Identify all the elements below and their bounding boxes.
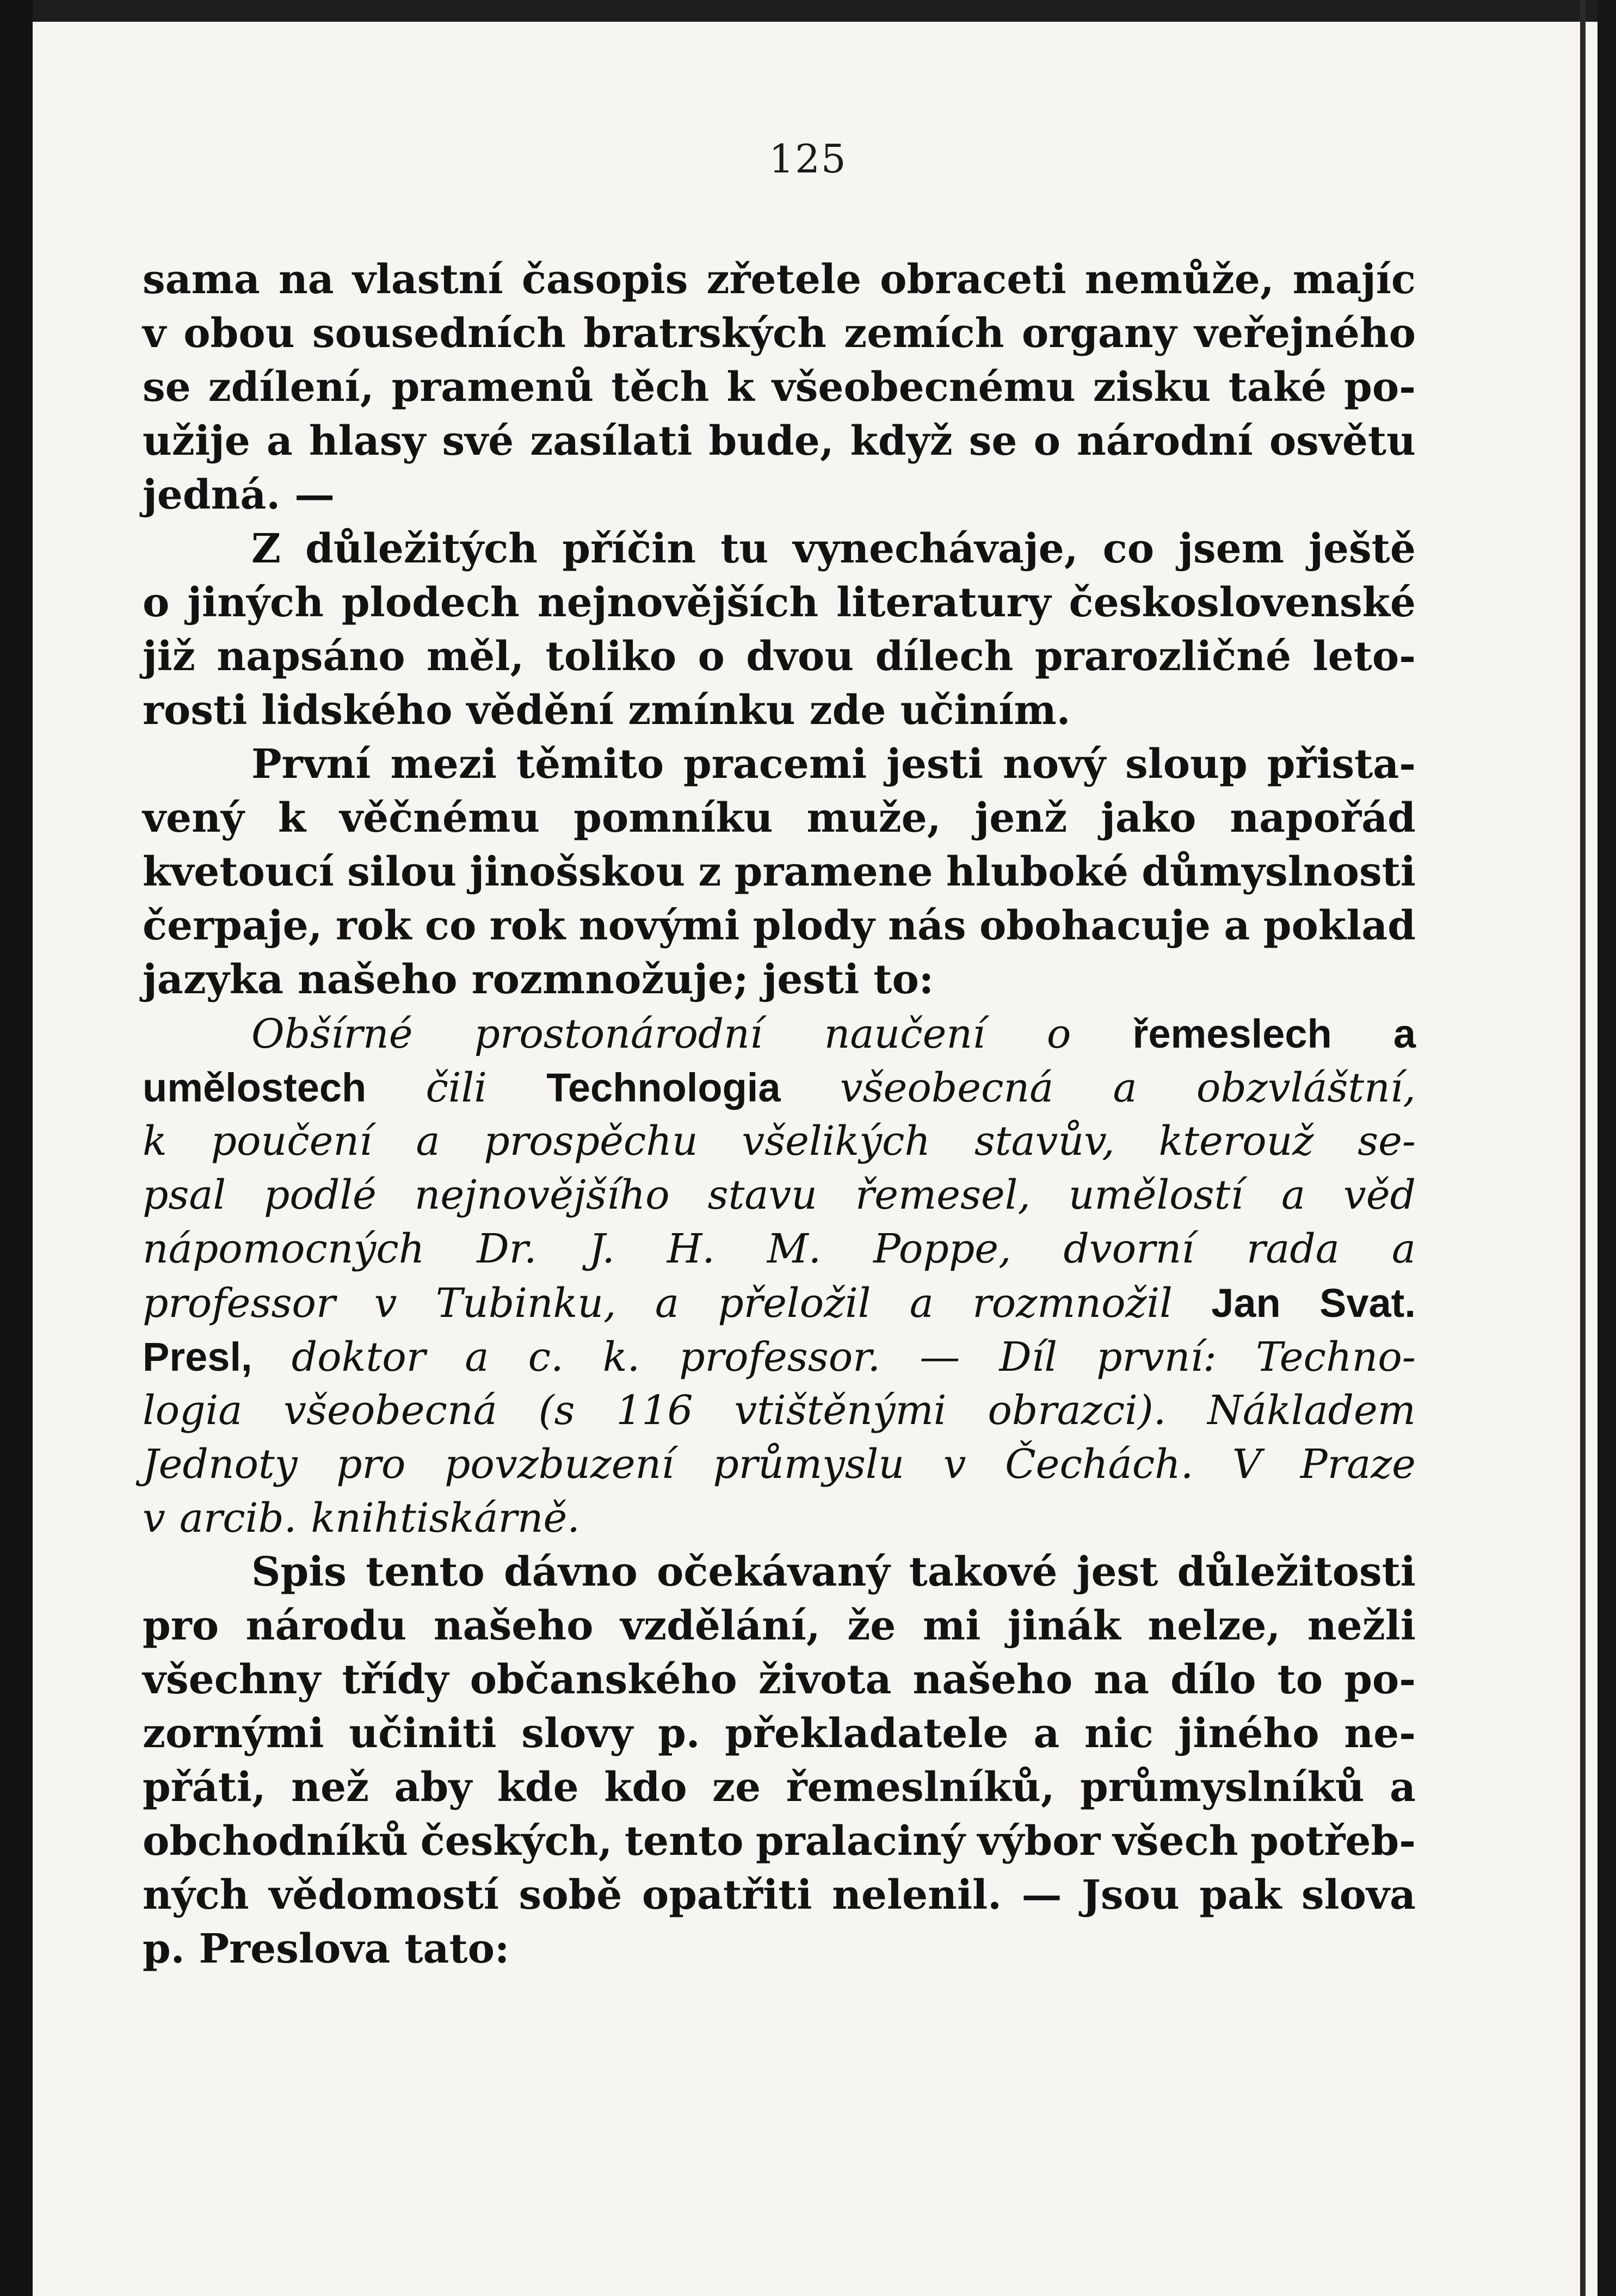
word: pro bbox=[143, 1602, 219, 1649]
word: dvou bbox=[746, 633, 854, 680]
word: rok bbox=[489, 902, 566, 949]
word: První bbox=[251, 741, 371, 788]
text-line bbox=[143, 253, 1416, 307]
word: obou bbox=[183, 310, 295, 357]
word: psal bbox=[143, 1172, 226, 1218]
word: po- bbox=[1344, 364, 1416, 411]
word: a bbox=[909, 1280, 934, 1327]
word: a bbox=[1033, 1710, 1060, 1757]
word: zmínku bbox=[628, 687, 795, 734]
text-line bbox=[143, 1761, 1416, 1815]
word: dvorní bbox=[1063, 1226, 1194, 1272]
word: průmyslu bbox=[713, 1441, 905, 1488]
word: dílech bbox=[875, 633, 1014, 680]
word: čerpaje, bbox=[143, 902, 323, 949]
word: národu bbox=[245, 1602, 407, 1649]
word: stavův, bbox=[974, 1118, 1115, 1165]
word: všechny bbox=[143, 1656, 321, 1703]
text-line bbox=[143, 845, 1416, 899]
word: professor. bbox=[679, 1334, 881, 1381]
text-line bbox=[143, 1007, 1416, 1061]
word: učiniti bbox=[349, 1710, 497, 1757]
word: rozmnožuje; bbox=[471, 956, 749, 1003]
scan-border-top bbox=[0, 0, 1616, 22]
word: zde bbox=[809, 687, 886, 734]
text-line bbox=[143, 576, 1416, 630]
word: nežli bbox=[1307, 1602, 1416, 1649]
word: a bbox=[416, 1118, 440, 1165]
word: se- bbox=[1358, 1118, 1416, 1165]
word: vědomostí bbox=[269, 1872, 499, 1919]
word: H. bbox=[667, 1226, 715, 1272]
word: očekávaný bbox=[657, 1549, 890, 1595]
word: obchodníků bbox=[143, 1818, 409, 1865]
word: rosti bbox=[143, 687, 248, 734]
word: důležitosti bbox=[1177, 1549, 1416, 1595]
word: nic bbox=[1084, 1710, 1154, 1757]
word: jest bbox=[1076, 1549, 1158, 1595]
word: obzvláštní, bbox=[1196, 1065, 1416, 1111]
word: tento bbox=[366, 1549, 485, 1595]
word: nás bbox=[888, 902, 966, 949]
word: poučení bbox=[211, 1118, 372, 1165]
word: o bbox=[1033, 418, 1060, 465]
word: pralaciný bbox=[756, 1818, 965, 1865]
text-line bbox=[143, 1815, 1416, 1868]
word: bude, bbox=[708, 418, 834, 465]
word: majíc bbox=[1292, 256, 1416, 303]
word: Díl bbox=[999, 1334, 1058, 1381]
word: M. bbox=[767, 1226, 822, 1272]
word: pak bbox=[1199, 1872, 1282, 1919]
text-line bbox=[143, 1222, 1416, 1276]
text-line bbox=[143, 899, 1416, 953]
word: Svat. bbox=[1319, 1280, 1416, 1326]
text-line bbox=[143, 791, 1416, 845]
word: řemesel, bbox=[855, 1172, 1031, 1218]
word: se bbox=[143, 364, 191, 411]
word: — bbox=[1021, 1872, 1062, 1919]
word: a bbox=[1391, 1226, 1416, 1272]
word: výbor bbox=[977, 1818, 1101, 1865]
word: v bbox=[943, 1441, 966, 1488]
word: sousedních bbox=[312, 310, 566, 357]
word: měl, bbox=[427, 633, 525, 680]
word: také bbox=[1228, 364, 1327, 411]
word: jsem bbox=[1179, 525, 1285, 572]
word: nelenil. bbox=[832, 1872, 1002, 1919]
body-text bbox=[143, 253, 1416, 1976]
word: a bbox=[465, 1334, 489, 1381]
text-line bbox=[143, 1599, 1416, 1653]
text-line bbox=[143, 1276, 1416, 1330]
word: na bbox=[278, 256, 334, 303]
word: takové bbox=[909, 1549, 1058, 1595]
word: Poppe, bbox=[873, 1226, 1011, 1272]
word: napořád bbox=[1230, 795, 1416, 841]
word: Jsou bbox=[1082, 1872, 1180, 1919]
word: všech bbox=[1112, 1818, 1238, 1865]
word: Technologia bbox=[546, 1065, 781, 1110]
word: českých, bbox=[420, 1818, 613, 1865]
word: jiného bbox=[1178, 1710, 1319, 1757]
word: mezi bbox=[390, 741, 497, 788]
word: (s bbox=[538, 1387, 575, 1434]
text-line bbox=[143, 630, 1416, 684]
word: zemích bbox=[844, 310, 1004, 357]
word: Nákladem bbox=[1207, 1387, 1416, 1434]
word: jinošskou bbox=[470, 849, 686, 895]
word: kvetoucí bbox=[143, 849, 334, 895]
word: literatury bbox=[836, 579, 1051, 626]
word: 116 bbox=[616, 1387, 693, 1434]
word: Čechách. bbox=[1005, 1441, 1194, 1488]
word: plody bbox=[753, 902, 875, 949]
text-line bbox=[143, 307, 1416, 361]
word: všeobecnému bbox=[772, 364, 1076, 411]
text-line bbox=[143, 414, 1416, 468]
word: jesti bbox=[886, 741, 984, 788]
word: co bbox=[424, 902, 477, 949]
word: p. bbox=[658, 1710, 700, 1757]
word: p. bbox=[143, 1926, 185, 1972]
word: c. bbox=[528, 1334, 564, 1381]
word: arcib. bbox=[179, 1495, 297, 1542]
word: života bbox=[758, 1656, 892, 1703]
word: knihtiskárně. bbox=[311, 1495, 580, 1542]
word: sama bbox=[143, 256, 260, 303]
word: k bbox=[277, 795, 306, 841]
word: logia bbox=[143, 1387, 243, 1434]
text-line bbox=[143, 1115, 1416, 1168]
word: zasílati bbox=[530, 418, 693, 465]
word: rok bbox=[335, 902, 412, 949]
word: Tubinku, bbox=[435, 1280, 616, 1327]
word: hlasy bbox=[309, 418, 426, 465]
word: již bbox=[143, 633, 195, 680]
word: veřejného bbox=[1194, 310, 1416, 357]
text-line bbox=[143, 1438, 1416, 1492]
word: pracemi bbox=[683, 741, 867, 788]
word: povzbuzení bbox=[445, 1441, 674, 1488]
text-line bbox=[143, 468, 1416, 522]
word: obohacuje bbox=[979, 902, 1211, 949]
word: těch bbox=[611, 364, 710, 411]
text-line bbox=[143, 1330, 1416, 1384]
word: k. bbox=[602, 1334, 640, 1381]
word: co bbox=[1102, 525, 1155, 572]
word: průmyslníků bbox=[1080, 1764, 1365, 1811]
word: pramene bbox=[734, 849, 933, 895]
word: nejnovějších bbox=[537, 579, 819, 626]
word: občanského bbox=[470, 1656, 737, 1703]
word: Spis bbox=[251, 1549, 347, 1595]
word: přáti, bbox=[143, 1764, 266, 1811]
word: že bbox=[847, 1602, 896, 1649]
word: umělostech bbox=[143, 1065, 367, 1110]
word: čili bbox=[425, 1065, 487, 1111]
word: jenž bbox=[974, 795, 1068, 841]
word: národní bbox=[1077, 418, 1253, 465]
word: vlastní bbox=[352, 256, 503, 303]
word: vtištěnými bbox=[734, 1387, 947, 1434]
word: nápomocných bbox=[143, 1226, 425, 1272]
text-line bbox=[143, 361, 1416, 414]
word: vynechávaje, bbox=[793, 525, 1078, 572]
word: řemeslníků, bbox=[786, 1764, 1055, 1811]
word: zdílení, bbox=[208, 364, 374, 411]
word: k bbox=[143, 1118, 167, 1165]
word: o bbox=[698, 633, 725, 680]
word: z bbox=[698, 849, 721, 895]
page-number: 125 bbox=[769, 136, 847, 182]
scan-border-right bbox=[1598, 0, 1616, 2296]
word: a bbox=[1390, 1764, 1416, 1811]
word: zřetele bbox=[706, 256, 862, 303]
word: když bbox=[850, 418, 953, 465]
word: a bbox=[1281, 1172, 1306, 1218]
word: nemůže, bbox=[1084, 256, 1274, 303]
word: obrazci). bbox=[988, 1387, 1167, 1434]
word: v bbox=[374, 1280, 397, 1327]
word: jinák bbox=[1007, 1602, 1121, 1649]
word: slovy bbox=[521, 1710, 633, 1757]
word: vědění bbox=[466, 687, 614, 734]
word: — bbox=[294, 472, 335, 518]
word: to: bbox=[873, 956, 934, 1003]
text-line bbox=[143, 1492, 1416, 1545]
text-line bbox=[143, 1168, 1416, 1222]
word: to bbox=[1277, 1656, 1323, 1703]
word: Dr. bbox=[477, 1226, 537, 1272]
word: vený bbox=[143, 795, 244, 841]
text-line bbox=[143, 738, 1416, 791]
word: naučení bbox=[824, 1011, 985, 1057]
word: časopis bbox=[521, 256, 688, 303]
word: Praze bbox=[1300, 1441, 1416, 1488]
word: a bbox=[1224, 902, 1250, 949]
word: kde bbox=[497, 1764, 579, 1811]
word: a bbox=[655, 1280, 680, 1327]
word: Presl, bbox=[143, 1334, 252, 1379]
word: prarozličné bbox=[1034, 633, 1292, 680]
text-line bbox=[143, 1061, 1416, 1115]
word: na bbox=[1094, 1656, 1150, 1703]
word: těmito bbox=[516, 741, 664, 788]
word: potřeb- bbox=[1250, 1818, 1416, 1865]
word: než bbox=[291, 1764, 369, 1811]
word: podlé bbox=[264, 1172, 377, 1218]
word: a bbox=[266, 418, 293, 465]
word: rozmnožil bbox=[972, 1280, 1173, 1327]
word: silou bbox=[347, 849, 457, 895]
word: nejnovějšího bbox=[414, 1172, 670, 1218]
word: své bbox=[442, 418, 514, 465]
word: dávno bbox=[503, 1549, 638, 1595]
word: přista- bbox=[1267, 741, 1416, 788]
word: se bbox=[969, 418, 1017, 465]
word: sloup bbox=[1125, 741, 1248, 788]
word: lidského bbox=[261, 687, 453, 734]
word: a bbox=[1113, 1065, 1137, 1111]
word: slova bbox=[1301, 1872, 1416, 1919]
word: Jednoty bbox=[143, 1441, 298, 1488]
word: pomníku bbox=[573, 795, 773, 841]
word: jiných bbox=[187, 579, 324, 626]
word: pro bbox=[336, 1441, 406, 1488]
word: jesti bbox=[762, 956, 860, 1003]
word: všelikých bbox=[742, 1118, 931, 1165]
text-line bbox=[143, 1707, 1416, 1761]
word: dílo bbox=[1170, 1656, 1256, 1703]
word: československé bbox=[1069, 579, 1416, 626]
word: jazyka bbox=[143, 956, 283, 1003]
word: prospěchu bbox=[484, 1118, 698, 1165]
word: aby bbox=[394, 1764, 472, 1811]
text-line bbox=[143, 684, 1416, 738]
word: sobě bbox=[519, 1872, 622, 1919]
word: hluboké bbox=[946, 849, 1128, 895]
word: ne- bbox=[1344, 1710, 1416, 1757]
word: po- bbox=[1344, 1656, 1416, 1703]
word: Techno- bbox=[1256, 1334, 1416, 1381]
word: důležitých bbox=[305, 525, 538, 572]
word: ještě bbox=[1309, 525, 1416, 572]
word: tato: bbox=[404, 1926, 510, 1972]
word: Preslova bbox=[199, 1926, 391, 1972]
word: ze bbox=[712, 1764, 761, 1811]
scan-border-right-line bbox=[1580, 0, 1586, 2296]
word: osvětu bbox=[1269, 418, 1416, 465]
word: zisku bbox=[1093, 364, 1211, 411]
word: tento bbox=[624, 1818, 744, 1865]
word: řemeslech bbox=[1132, 1011, 1332, 1056]
word: organy bbox=[1021, 310, 1177, 357]
word: ných bbox=[143, 1872, 249, 1919]
word: pramenů bbox=[391, 364, 594, 411]
word: věd bbox=[1343, 1172, 1416, 1218]
text-line bbox=[143, 1545, 1416, 1599]
word: přeložil bbox=[718, 1280, 871, 1327]
word: první: bbox=[1096, 1334, 1217, 1381]
word: obraceti bbox=[880, 256, 1066, 303]
word: překladatele bbox=[725, 1710, 1009, 1757]
word: kdo bbox=[604, 1764, 687, 1811]
word: opatřiti bbox=[642, 1872, 812, 1919]
word: našeho bbox=[297, 956, 458, 1003]
word: J. bbox=[589, 1226, 615, 1272]
word: leto- bbox=[1312, 633, 1416, 680]
word: všeobecná bbox=[283, 1387, 497, 1434]
word: nelze, bbox=[1148, 1602, 1281, 1649]
word: poklad bbox=[1263, 902, 1416, 949]
word: o bbox=[143, 579, 170, 626]
text-line bbox=[143, 1384, 1416, 1438]
word: vzdělání, bbox=[620, 1602, 821, 1649]
word: mi bbox=[922, 1602, 981, 1649]
word: učiním. bbox=[900, 687, 1071, 734]
text-line bbox=[143, 1922, 1416, 1976]
word: bratrských bbox=[583, 310, 826, 357]
scan-border-left bbox=[0, 0, 33, 2296]
word: třídy bbox=[342, 1656, 449, 1703]
word: věčnému bbox=[340, 795, 540, 841]
word: příčin bbox=[562, 525, 696, 572]
word: zornými bbox=[143, 1710, 324, 1757]
word: muže, bbox=[806, 795, 941, 841]
text-line bbox=[143, 1868, 1416, 1922]
word: rada bbox=[1246, 1226, 1340, 1272]
word: k bbox=[726, 364, 755, 411]
word: o bbox=[1046, 1011, 1071, 1057]
text-line bbox=[143, 522, 1416, 576]
word: kterouž bbox=[1158, 1118, 1314, 1165]
word: stavu bbox=[707, 1172, 817, 1218]
word: jedná. bbox=[143, 472, 281, 518]
word: všeobecná bbox=[840, 1065, 1054, 1111]
word: Obšírné bbox=[251, 1011, 413, 1057]
word: toliko bbox=[545, 633, 677, 680]
text-line bbox=[143, 953, 1416, 1007]
word: jako bbox=[1101, 795, 1196, 841]
word: prostonárodní bbox=[474, 1011, 763, 1057]
word: doktor bbox=[291, 1334, 426, 1381]
word: Z bbox=[251, 525, 281, 572]
word: našeho bbox=[912, 1656, 1073, 1703]
text-line bbox=[143, 1653, 1416, 1707]
word: tu bbox=[720, 525, 769, 572]
word: užije bbox=[143, 418, 250, 465]
word: — bbox=[920, 1334, 960, 1381]
word: nový bbox=[1002, 741, 1106, 788]
word: V bbox=[1232, 1441, 1262, 1488]
word: našeho bbox=[433, 1602, 594, 1649]
word: v bbox=[143, 1495, 165, 1542]
word: v bbox=[143, 310, 166, 357]
word: novými bbox=[578, 902, 740, 949]
word: důmyslnosti bbox=[1142, 849, 1416, 895]
word: umělostí bbox=[1068, 1172, 1244, 1218]
word: Jan bbox=[1211, 1280, 1281, 1326]
word: napsáno bbox=[217, 633, 405, 680]
word: professor bbox=[143, 1280, 336, 1327]
word: plodech bbox=[341, 579, 520, 626]
word: a bbox=[1393, 1011, 1416, 1056]
